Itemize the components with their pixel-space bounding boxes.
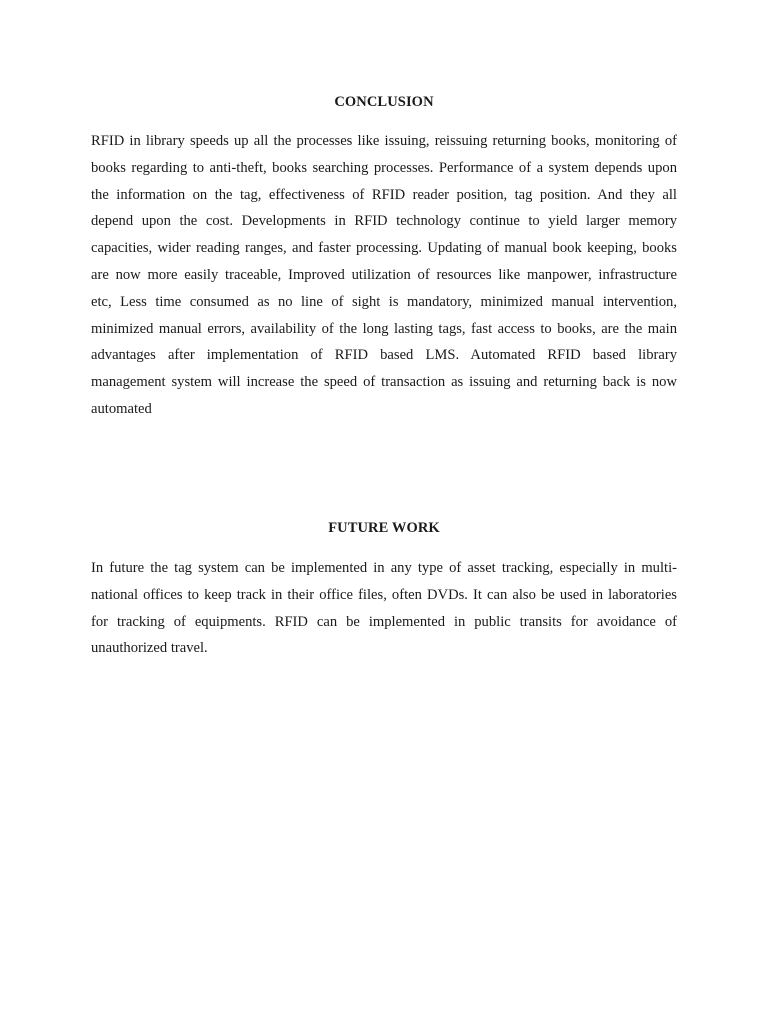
conclusion-line: automated [91,400,152,417]
conclusion-line: are now more easily traceable, Improved utilization of resources like manpower, infrastructure [91,266,677,283]
conclusion-line: depend upon the cost. Developments in RFID technology continue to yield larger memory [91,213,677,230]
future-work-line: for tracking of equipments. RFID can be implemented in public transits for avoidance of [91,613,677,630]
future-work-line: In future the tag system can be implemented in any type of asset tracking, especially in multi- [91,560,677,576]
future-work-paragraph [91,555,677,662]
conclusion-line: capacities, wider reading ranges, and faster processing. Updating of manual book keeping, books [91,240,677,257]
future-work-heading: FUTURE WORK [328,520,440,536]
conclusion-line: the information on the tag, effectiveness of RFID reader position, tag position. And they all [91,186,677,203]
conclusion-line: etc, Less time consumed as no line of sight is mandatory, minimized manual intervention, [91,293,677,310]
conclusion-line: RFID in library speeds up all the processes like issuing, reissuing returning books, monitoring of [91,133,677,149]
conclusion-line: minimized manual errors, availability of the long lasting tags, fast access to books, are the main [91,320,677,337]
conclusion-line: advantages after implementation of RFID based LMS. Automated RFID based library [91,347,677,364]
conclusion-line: books regarding to anti-theft, books searching processes. Performance of a system depends upon [91,159,677,176]
future-work-line: national offices to keep track in their office files, often DVDs. It can also be used in laboratories [91,586,677,603]
conclusion-line: management system will increase the speed of transaction as issuing and returning back is now [91,374,677,391]
future-work-line: unauthorized travel. [91,640,208,657]
conclusion-heading: CONCLUSION [334,94,434,110]
conclusion-paragraph [91,128,677,423]
